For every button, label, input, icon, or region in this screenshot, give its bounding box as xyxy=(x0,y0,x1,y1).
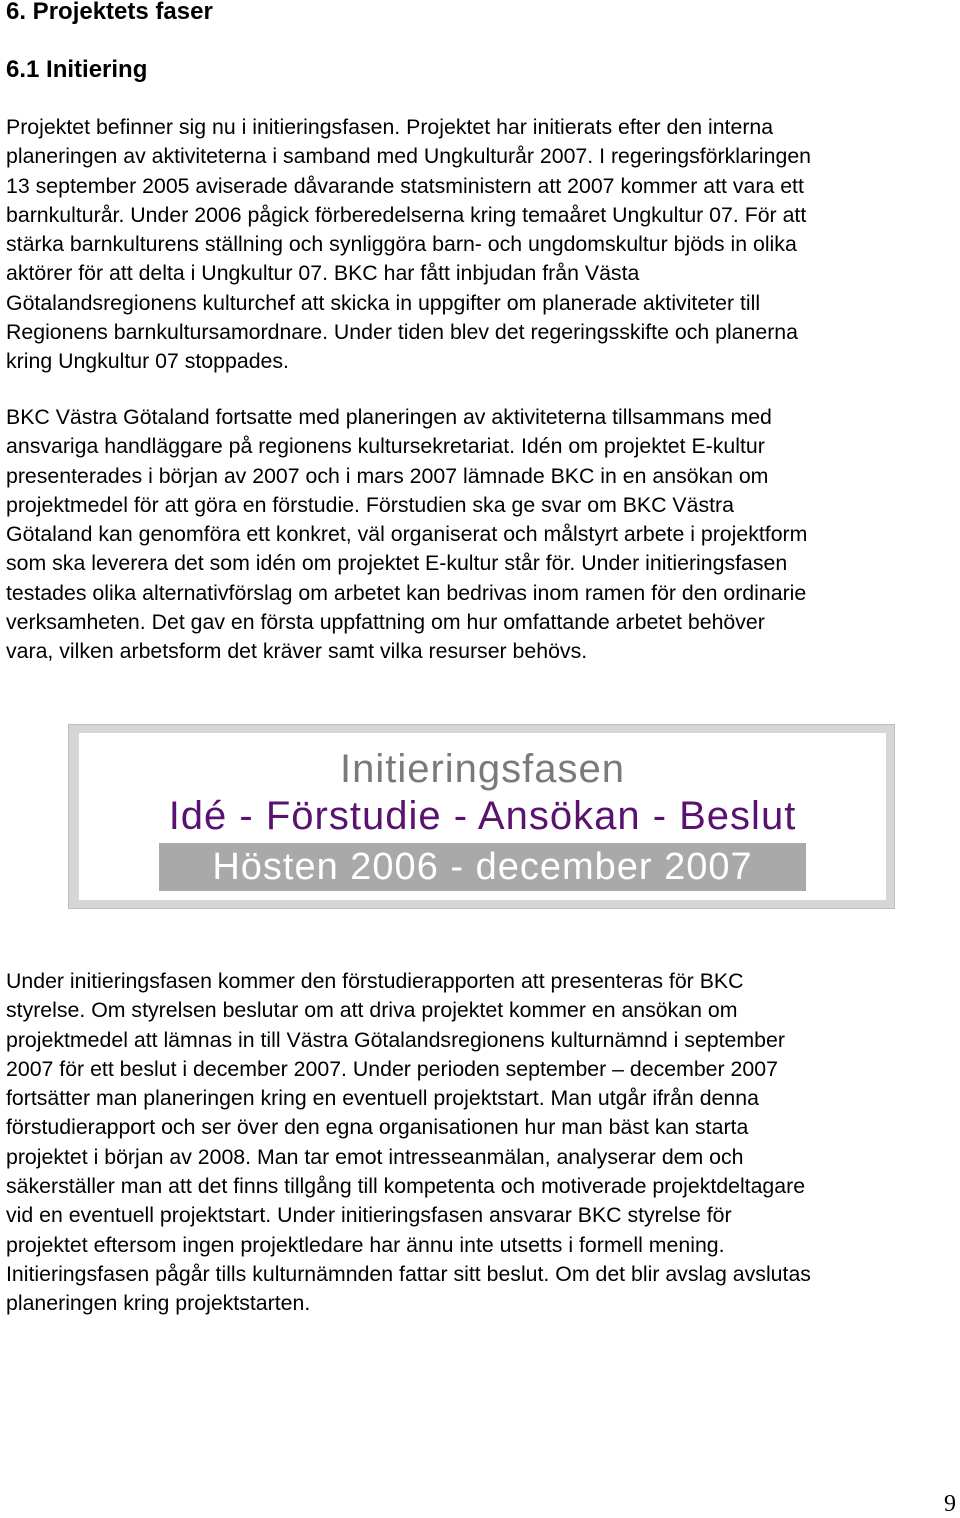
phase-banner-panel xyxy=(79,733,886,900)
text-line: Under initieringsfasen kommer den förstudierapporten att presenteras för BKC xyxy=(6,969,744,993)
text-line: Initieringsfasen pågår tills kulturnämnden fattar sitt beslut. Om det blir avslag avslutas xyxy=(6,1261,811,1286)
text-line: 2007 för ett beslut i december 2007. Under perioden september – december 2007 xyxy=(6,1056,778,1081)
text-line: 13 september 2005 aviserade dåvarande statsministern att 2007 kommer att vara ett xyxy=(6,173,804,198)
text-line: stärka barnkulturens ställning och synliggöra barn- och ungdomskultur bjöds in olika xyxy=(6,232,797,257)
phase-banner xyxy=(68,724,895,909)
text-line: barnkulturår. Under 2006 pågick förberedelserna kring temaåret Ungkultur 07. För att xyxy=(6,202,807,227)
text-line: BKC Västra Götaland fortsatte med planeringen av aktiviteterna tillsammans med xyxy=(6,405,772,429)
phase-banner-title: Initieringsfasen xyxy=(339,747,626,791)
paragraph-planning xyxy=(6,403,960,667)
paragraph-intro xyxy=(6,113,960,377)
text-line: projektmedel för att göra en förstudie. Förstudien ska ge svar om BKC Västra xyxy=(6,492,734,517)
subsection-heading: 6.1 Initiering xyxy=(6,56,148,83)
text-line: presenterades i början av 2007 och i mars 2007 lämnade BKC in en ansökan om xyxy=(6,463,769,488)
text-line: ansvariga handläggare på regionens kultursekretariat. Idén om projektet E-kultur xyxy=(6,434,765,459)
page-number: 9 xyxy=(944,1491,956,1517)
phase-banner-steps: Idé - Förstudie - Ansökan - Beslut xyxy=(168,794,797,838)
text-line: Götalandsregionens kulturchef att skicka in uppgifter om planerade aktiviteter till xyxy=(6,290,761,315)
text-line: aktörer för att delta i Ungkultur 07. BKC har fått inbjudan från Västa xyxy=(6,261,640,286)
text-line: fortsätter man planeringen kring en eventuell projektstart. Man utgår ifrån denna xyxy=(6,1086,759,1111)
text-line: Regionens barnkultursamordnare. Under tiden blev det regeringsskifte och planerna xyxy=(6,320,798,345)
text-line: testades olika alternativförslag om arbetet kan bedrivas inom ramen för den ordinarie xyxy=(6,580,807,605)
text-line: planeringen av aktiviteterna i samband med Ungkulturår 2007. I regeringsförklaringen xyxy=(6,144,812,169)
text-line: Projektet befinner sig nu i initieringsfasen. Projektet har initierats efter den interna xyxy=(6,115,774,139)
section-heading: 6. Projektets faser xyxy=(6,0,213,25)
paragraph-feasibility xyxy=(6,967,960,1319)
text-line: säkerställer man att det finns tillgång till kompetenta och motiverade projektdeltagare xyxy=(6,1174,806,1199)
text-line: vid en eventuell projektstart. Under initieringsfasen ansvarar BKC styrelse för xyxy=(6,1203,732,1228)
text-line: Götaland kan genomföra ett konkret, väl organiserat och målstyrt arbete i projektform xyxy=(6,522,808,547)
text-line: som ska leverera det som idén om projektet E-kultur står för. Under initieringsfasen xyxy=(6,551,788,576)
text-line: styrelse. Om styrelsen beslutar om att driva projektet kommer en ansökan om xyxy=(6,998,738,1023)
text-line: förstudierapport och ser över den egna organisationen hur man bäst kan starta xyxy=(6,1115,749,1140)
phase-banner-date: Hösten 2006 - december 2007 xyxy=(159,843,806,891)
text-line: verksamheten. Det gav en första uppfattning om hur omfattande arbetet behöver xyxy=(6,610,765,635)
text-line: vara, vilken arbetsform det kräver samt vilka resurser behövs. xyxy=(6,639,588,664)
text-line: projektet i början av 2008. Man tar emot intresseanmälan, analyserar dem och xyxy=(6,1144,744,1169)
text-line: projektet eftersom ingen projektledare har ännu inte utsetts i formell mening. xyxy=(6,1232,725,1257)
text-line: kring Ungkultur 07 stoppades. xyxy=(6,349,289,374)
text-line: planeringen kring projektstarten. xyxy=(6,1291,311,1316)
text-line: projektmedel att lämnas in till Västra Götalandsregionens kulturnämnd i september xyxy=(6,1027,785,1052)
